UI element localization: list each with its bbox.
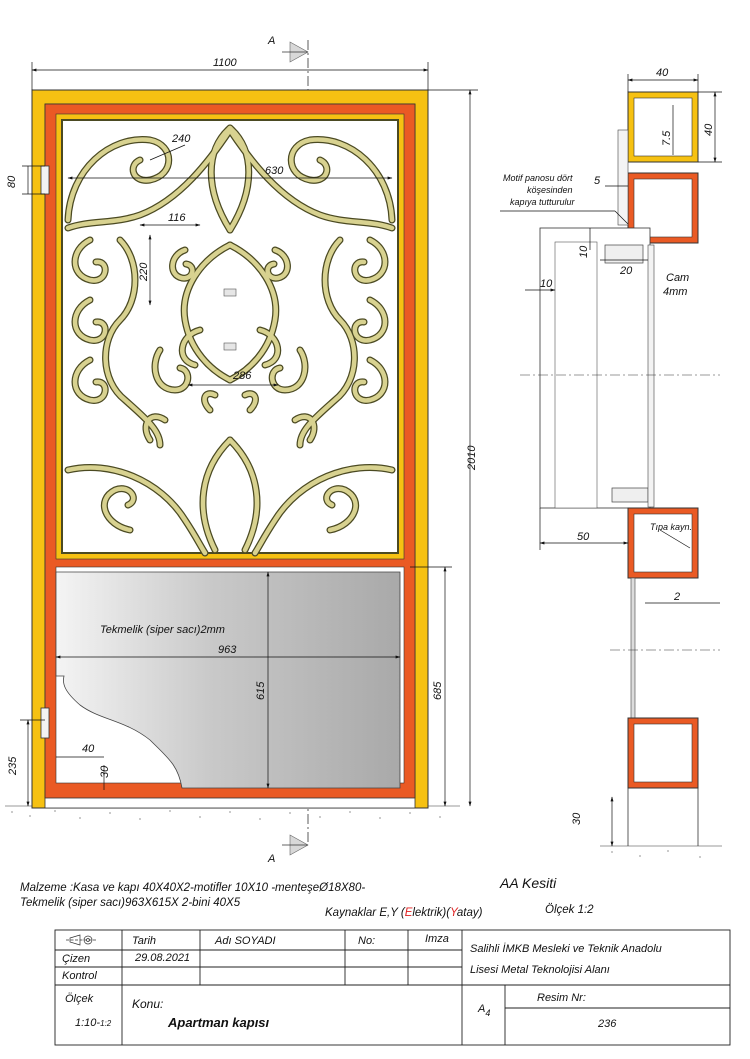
material-line2: Tekmelik (siper sacı)963X615X 2-bini 40X5 — [20, 897, 241, 909]
sec-dim-tube: 7.5 — [661, 130, 673, 146]
tb-scale-main: 1:10- — [75, 1017, 101, 1029]
tb-date-header: Tarih — [132, 935, 157, 947]
dim-scroll-radius: 240 — [172, 133, 191, 145]
glass-label-line1: Cam — [666, 272, 690, 284]
tb-scale-value — [75, 1017, 111, 1029]
dim-hinge-top: 80 — [6, 175, 18, 188]
kick-plate-label: Tekmelik (siper sacı)2mm — [100, 624, 225, 636]
tb-paper-size — [478, 1003, 491, 1018]
sec-dim-2: 2 — [674, 591, 681, 603]
tb-school-line2: Lisesi Metal Teknolojisi Alanı — [470, 964, 610, 976]
motif-note-line1: Motif panosu dört — [503, 173, 573, 183]
tb-paper-a: A — [478, 1003, 486, 1015]
tb-scale-small: 1:2 — [100, 1019, 112, 1028]
section-title: AA Kesiti — [500, 875, 557, 891]
dim-kick-height: 615 — [255, 681, 267, 700]
sec-dim-top-width: 40 — [656, 67, 669, 79]
dim-inner-motif: 116 — [168, 212, 186, 224]
dim-total-height: 2010 — [466, 445, 478, 470]
dim-center-scroll: 286 — [233, 370, 252, 382]
projection-symbol-icon — [66, 935, 96, 945]
material-line1: Malzeme :Kasa ve kapı 40X40X2-motifler 10X10 -menteşeØ18X80- — [20, 882, 366, 894]
welds-y: Y — [450, 907, 457, 919]
sec-dim-20: 20 — [620, 265, 633, 277]
motif-note-line2: köşesinden — [527, 185, 573, 195]
tack-weld-label: Tıpa kayn. — [650, 522, 693, 532]
tb-sign-header: Imza — [425, 933, 449, 945]
scale-note: Ölçek 1:2 — [545, 904, 594, 916]
glass-label-line2: 4mm — [663, 286, 688, 298]
tb-date-value: 29.08.2021 — [135, 952, 191, 964]
hinge-bottom — [41, 708, 49, 738]
section-arrow-bottom — [267, 835, 308, 865]
dim-bottom-offset: 30 — [99, 765, 111, 778]
dim-inner-height: 220 — [138, 262, 150, 281]
tb-school-line1: Salihli İMKB Mesleki ve Teknik Anadolu — [470, 943, 662, 955]
welds-mid: lektrik)( — [412, 907, 451, 919]
hinge-top — [41, 166, 49, 194]
tb-drawn-by: Çizen — [62, 953, 91, 965]
ground-hatch — [11, 810, 701, 858]
dim-kick-width: 963 — [218, 644, 237, 656]
tb-scale-label: Ölçek — [65, 993, 94, 1005]
sec-dim-10b: 10 — [540, 278, 553, 290]
tb-paper-sub: 4 — [485, 1008, 491, 1018]
tb-drawing-no-label: Resim Nr: — [537, 992, 586, 1004]
sec-dim-30: 30 — [571, 812, 583, 825]
dim-hinge-bottom: 235 — [7, 756, 19, 775]
dim-kick-total-height: 685 — [432, 681, 444, 700]
tb-control: Kontrol — [62, 970, 97, 982]
dim-bottom-gap: 40 — [82, 743, 95, 755]
sec-dim-top-height: 40 — [703, 123, 715, 136]
sec-dim-10a: 10 — [578, 245, 590, 258]
welds-e: E — [404, 907, 413, 919]
section-marker-bottom: A — [268, 853, 276, 865]
tb-drawing-no-value: 236 — [598, 1018, 617, 1030]
welds-prefix: Kaynaklar E,Y ( — [325, 907, 405, 919]
tb-subject-label: Konu: — [132, 997, 164, 1011]
motif-note-line3: kapıya tutturulur — [510, 197, 575, 207]
ground-line — [5, 806, 722, 846]
welds-suffix: atay) — [456, 907, 483, 919]
sec-dim-50: 50 — [577, 531, 590, 543]
tb-subject-value: Apartman kapısı — [168, 1015, 270, 1030]
welds-note — [325, 906, 482, 921]
sec-dim-5: 5 — [594, 175, 601, 187]
dim-motif-width: 630 — [265, 165, 284, 177]
section-arrow-top — [267, 35, 308, 62]
tb-name-header: Adı SOYADI — [215, 935, 276, 947]
dim-total-width: 1100 — [213, 57, 237, 69]
section-marker-top: A — [268, 35, 276, 47]
tb-no-header: No: — [358, 935, 376, 947]
